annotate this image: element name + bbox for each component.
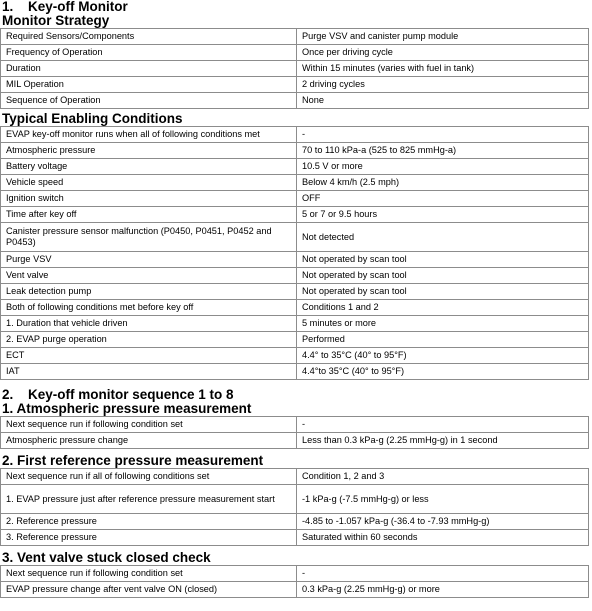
section-1-number: 1. <box>2 0 14 14</box>
monitor-strategy-heading: Monitor Strategy <box>2 13 110 28</box>
condition-cell: Vent valve <box>1 268 297 284</box>
value-cell: 0.3 kPa-g (2.25 mmHg-g) or more <box>297 582 589 598</box>
value-cell: Not operated by scan tool <box>297 284 589 300</box>
table-row <box>1 223 589 252</box>
condition-cell: Vehicle speed <box>1 175 297 191</box>
table-row <box>1 61 589 77</box>
value-cell: -1 kPa-g (-7.5 mmHg-g) or less <box>297 485 589 514</box>
condition-cell: Battery voltage <box>1 159 297 175</box>
table-row <box>1 530 589 546</box>
table-row <box>1 268 589 284</box>
table-row <box>1 417 589 433</box>
vent-valve-heading: 3. Vent valve stuck closed check <box>2 550 211 565</box>
table-row <box>1 207 589 223</box>
condition-cell: Time after key off <box>1 207 297 223</box>
condition-cell: 1. Duration that vehicle driven <box>1 316 297 332</box>
enabling-conditions-heading: Typical Enabling Conditions <box>2 111 183 126</box>
table-row <box>1 159 589 175</box>
table-row <box>1 252 589 268</box>
condition-cell: ECT <box>1 348 297 364</box>
value-cell: 2 driving cycles <box>297 77 589 93</box>
table-row <box>1 433 589 449</box>
table-row <box>1 332 589 348</box>
first-reference-heading: 2. First reference pressure measurement <box>2 453 264 468</box>
condition-cell: Ignition switch <box>1 191 297 207</box>
table-row <box>1 364 589 380</box>
condition-cell: Next sequence run if following condition set <box>1 566 297 582</box>
value-cell: Conditions 1 and 2 <box>297 300 589 316</box>
table-row <box>1 284 589 300</box>
table-row <box>1 175 589 191</box>
value-cell: 5 or 7 or 9.5 hours <box>297 207 589 223</box>
condition-cell: IAT <box>1 364 297 380</box>
value-cell: Not operated by scan tool <box>297 252 589 268</box>
condition-cell: Required Sensors/Components <box>1 29 297 45</box>
value-cell: Below 4 km/h (2.5 mph) <box>297 175 589 191</box>
condition-cell: Frequency of Operation <box>1 45 297 61</box>
condition-cell: Next sequence run if following condition set <box>1 417 297 433</box>
section-2-heading <box>0 388 592 402</box>
table-row <box>1 566 589 582</box>
table-row <box>1 191 589 207</box>
value-cell: Saturated within 60 seconds <box>297 530 589 546</box>
condition-cell: EVAP key-off monitor runs when all of following conditions met <box>1 127 297 143</box>
table-row <box>1 469 589 485</box>
table-row <box>1 93 589 109</box>
table-row <box>1 77 589 93</box>
condition-cell: Atmospheric pressure <box>1 143 297 159</box>
table-row <box>1 45 589 61</box>
condition-cell: 1. EVAP pressure just after reference pressure measurement start <box>1 485 297 514</box>
condition-cell: Both of following conditions met before key off <box>1 300 297 316</box>
atmospheric-pressure-heading: 1. Atmospheric pressure measurement <box>2 401 252 416</box>
table-row <box>1 348 589 364</box>
section-2-number: 2. <box>2 387 14 402</box>
value-cell: Purge VSV and canister pump module <box>297 29 589 45</box>
table-row <box>1 143 589 159</box>
value-cell: 70 to 110 kPa-a (525 to 825 mmHg-a) <box>297 143 589 159</box>
value-cell: None <box>297 93 589 109</box>
value-cell: -4.85 to -1.057 kPa-g (-36.4 to -7.93 mmHg-g) <box>297 514 589 530</box>
value-cell: Performed <box>297 332 589 348</box>
value-cell: Once per driving cycle <box>297 45 589 61</box>
condition-cell: 2. EVAP purge operation <box>1 332 297 348</box>
condition-cell: Purge VSV <box>1 252 297 268</box>
first-reference-table <box>0 468 589 546</box>
monitor-strategy-table <box>0 28 589 109</box>
value-cell: Condition 1, 2 and 3 <box>297 469 589 485</box>
table-row <box>1 485 589 514</box>
value-cell: - <box>297 127 589 143</box>
condition-cell: MIL Operation <box>1 77 297 93</box>
value-cell: Not operated by scan tool <box>297 268 589 284</box>
vent-valve-table <box>0 565 589 598</box>
table-row <box>1 300 589 316</box>
section-1-heading <box>0 0 592 14</box>
value-cell: 4.4°to 35°C (40° to 95°F) <box>297 364 589 380</box>
value-cell: OFF <box>297 191 589 207</box>
atmospheric-pressure-table <box>0 416 589 449</box>
value-cell: Less than 0.3 kPa-g (2.25 mmHg-g) in 1 second <box>297 433 589 449</box>
table-row <box>1 29 589 45</box>
enabling-conditions-table <box>0 126 589 380</box>
table-row <box>1 514 589 530</box>
value-cell: 4.4° to 35°C (40° to 95°F) <box>297 348 589 364</box>
condition-cell: EVAP pressure change after vent valve ON (closed) <box>1 582 297 598</box>
value-cell: - <box>297 417 589 433</box>
section-2-title: Key-off monitor sequence 1 to 8 <box>28 387 234 402</box>
value-cell: Within 15 minutes (varies with fuel in tank) <box>297 61 589 77</box>
value-cell: 5 minutes or more <box>297 316 589 332</box>
condition-cell: Leak detection pump <box>1 284 297 300</box>
value-cell: - <box>297 566 589 582</box>
table-row <box>1 582 589 598</box>
table-row <box>1 316 589 332</box>
condition-cell: Canister pressure sensor malfunction (P0450, P0451, P0452 and P0453) <box>1 223 297 252</box>
condition-cell: 2. Reference pressure <box>1 514 297 530</box>
condition-cell: Duration <box>1 61 297 77</box>
condition-cell: 3. Reference pressure <box>1 530 297 546</box>
condition-cell: Atmospheric pressure change <box>1 433 297 449</box>
condition-cell: Sequence of Operation <box>1 93 297 109</box>
section-1-title: Key-off Monitor <box>28 0 128 14</box>
value-cell: 10.5 V or more <box>297 159 589 175</box>
condition-cell: Next sequence run if all of following conditions set <box>1 469 297 485</box>
value-cell: Not detected <box>297 223 589 252</box>
table-row <box>1 127 589 143</box>
